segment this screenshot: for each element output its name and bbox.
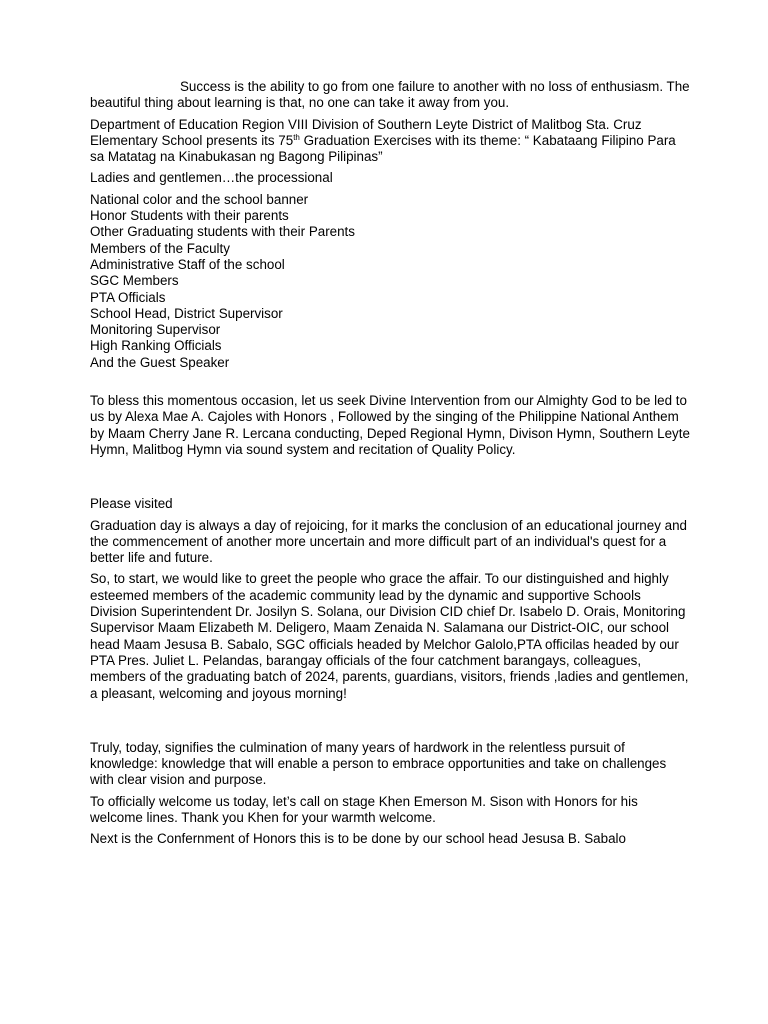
intro-quote: Success is the ability to go from one failure to another with no loss of enthusiasm. The beautiful thing about learning is that, no one can take it away from you. bbox=[90, 79, 690, 111]
welcome-paragraph: To officially welcome us today, let’s call on stage Khen Emerson M. Sison with Honors for his welcome lines. Thank you Khen for your warmth welcome. bbox=[90, 793, 638, 825]
presentation-text-before: Department of Education Region VIII Division of Southern Leyte District of Malitbog Sta. Cruz Elementary School presents its 75 bbox=[90, 116, 642, 148]
graduation-day-paragraph: Graduation day is always a day of rejoicing, for it marks the conclusion of an educational journey and the commencement of another more uncertain and more difficult part of an individual's quest for a better life and future. bbox=[90, 517, 687, 566]
invocation-paragraph: To bless this momentous occasion, let us seek Divine Intervention from our Almighty God to be led to us by Alexa Mae A. Cajoles with Honors , Followed by the singing of the Philippine National Anthem by Maam Cherry Jane R. Lercana conducting, Deped Regional Hymn, Divison Hymn, Southern Leyte Hymn, Malitbog Hymn via sound system and recitation of Quality Policy. bbox=[90, 393, 690, 457]
culmination-paragraph: Truly, today, signifies the culmination of many years of hardwork in the relentless pursuit of knowledge: knowledge that will enable a person to embrace opportunities and take on challenges with clear vision and purpose. bbox=[90, 739, 667, 788]
processional-list: National color and the school banner Honor Students with their parents Other Graduating students with their Parents Members of the Faculty Administrative Staff of the school SGC Members PTA Officials School Head, District Supervisor Monitoring Supervisor High Ranking Officials And the Guest Speaker bbox=[90, 191, 355, 370]
processional-intro: Ladies and gentlemen…the processional bbox=[90, 170, 333, 186]
greeting-paragraph: So, to start, we would like to greet the people who grace the affair. To our distinguished and highly esteemed members of the academic community lead by the dynamic and supportive Schools Division Superintendent Dr. Josilyn S. Solana, our Division CID chief Dr. Isabelo D. Orais, Monitoring Supervisor Maam Elizabeth M. Deligero, Maam Zenaida N. Salamana our District-OIC, our school head Maam Jesusa B. Sabalo, SGC officials headed by Melchor Galolo,PTA officilas headed by our PTA Pres. Juliet L. Pelandas, barangay officials of the four catchment barangays, colleagues, members of the graduating batch of 2024, parents, guardians, visitors, friends ,ladies and gentlemen, a pleasant, welcoming and joyous morning! bbox=[90, 571, 689, 701]
ordinal-suffix: th bbox=[293, 132, 300, 142]
presentation-paragraph bbox=[90, 117, 690, 166]
honors-paragraph: Next is the Confernment of Honors this is to be done by our school head Jesusa B. Sabalo bbox=[90, 831, 626, 847]
please-visited-line: Please visited bbox=[90, 496, 173, 512]
presentation-text-after: Graduation Exercises with its theme: “ Kabataang Filipino Para sa Matatag na Kinabukasan ng Bagong Pilipinas” bbox=[90, 132, 676, 165]
document-page bbox=[90, 79, 690, 848]
